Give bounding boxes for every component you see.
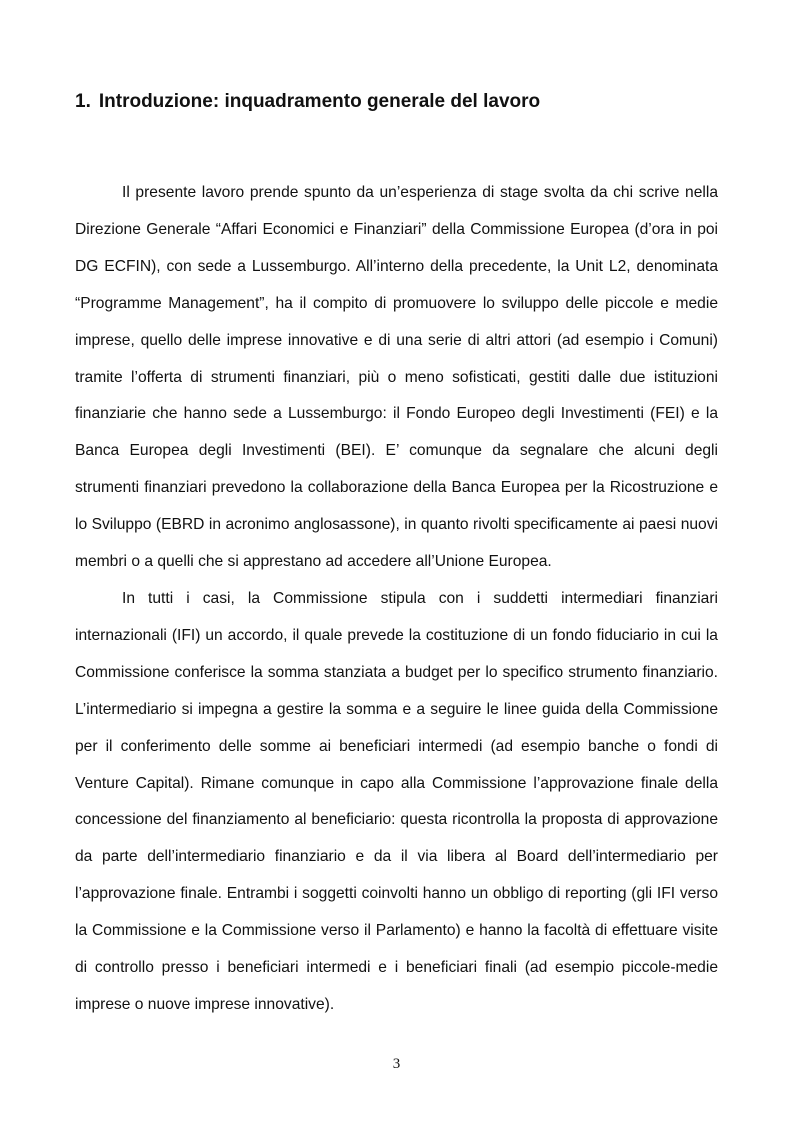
section-number: 1. xyxy=(75,91,91,112)
paragraph-1: Il presente lavoro prende spunto da un’esperienza di stage svolta da chi scrive nella Direzione Generale “Affari Economici e Finanziari” della Commissione Europea (d’ora in poi DG ECFIN), con sede a Lussemburgo. All’interno della precedente, la Unit L2, denominata “Programme Management”, ha il compito di promuovere lo sviluppo delle piccole e medie imprese, quello delle imprese innovative e di una serie di altri attori (ad esempio i Comuni) tramite l’offerta di strumenti finanziari, più o meno sofisticati, gestiti dalle due istituzioni finanziarie che hanno sede a Lussemburgo: il Fondo Europeo degli Investimenti (FEI) e la Banca Europea degli Investimenti (BEI). E’ comunque da segnalare che alcuni degli strumenti finanziari prevedono la collaborazione della Banca Europea per la Ricostruzione e lo Sviluppo (EBRD in acronimo anglosassone), in quanto rivolti specificamente ai paesi nuovi membri o a quelli che si apprestano ad accedere all’Unione Europea. xyxy=(75,184,718,571)
paragraph-2: In tutti i casi, la Commissione stipula con i suddetti intermediari finanziari internazionali (IFI) un accordo, il quale prevede la costituzione di un fondo fiduciario in cui la Commissione conferisce la somma stanziata a budget per lo specifico strumento finanziario. L’intermediario si impegna a gestire la somma e a seguire le linee guida della Commissione per il conferimento delle somme ai beneficiari intermedi (ad esempio banche o fondi di Venture Capital). Rimane comunque in capo alla Commissione l’approvazione finale della concessione del finanziamento al beneficiario: questa ricontrolla la proposta di approvazione da parte dell’intermediario finanziario e da il via libera al Board dell’intermediario per l’approvazione finale. Entrambi i soggetti coinvolti hanno un obbligo di reporting (gli IFI verso la Commissione e la Commissione verso il Parlamento) e hanno la facoltà di effettuare visite di controllo presso i beneficiari intermedi e i beneficiari finali (ad esempio piccole-medie imprese o nuove imprese innovative). xyxy=(75,589,718,1013)
section-heading xyxy=(75,91,540,113)
body-text xyxy=(75,175,718,1024)
page-number: 3 xyxy=(392,1056,401,1072)
section-title: Introduzione: inquadramento generale del lavoro xyxy=(98,91,541,112)
